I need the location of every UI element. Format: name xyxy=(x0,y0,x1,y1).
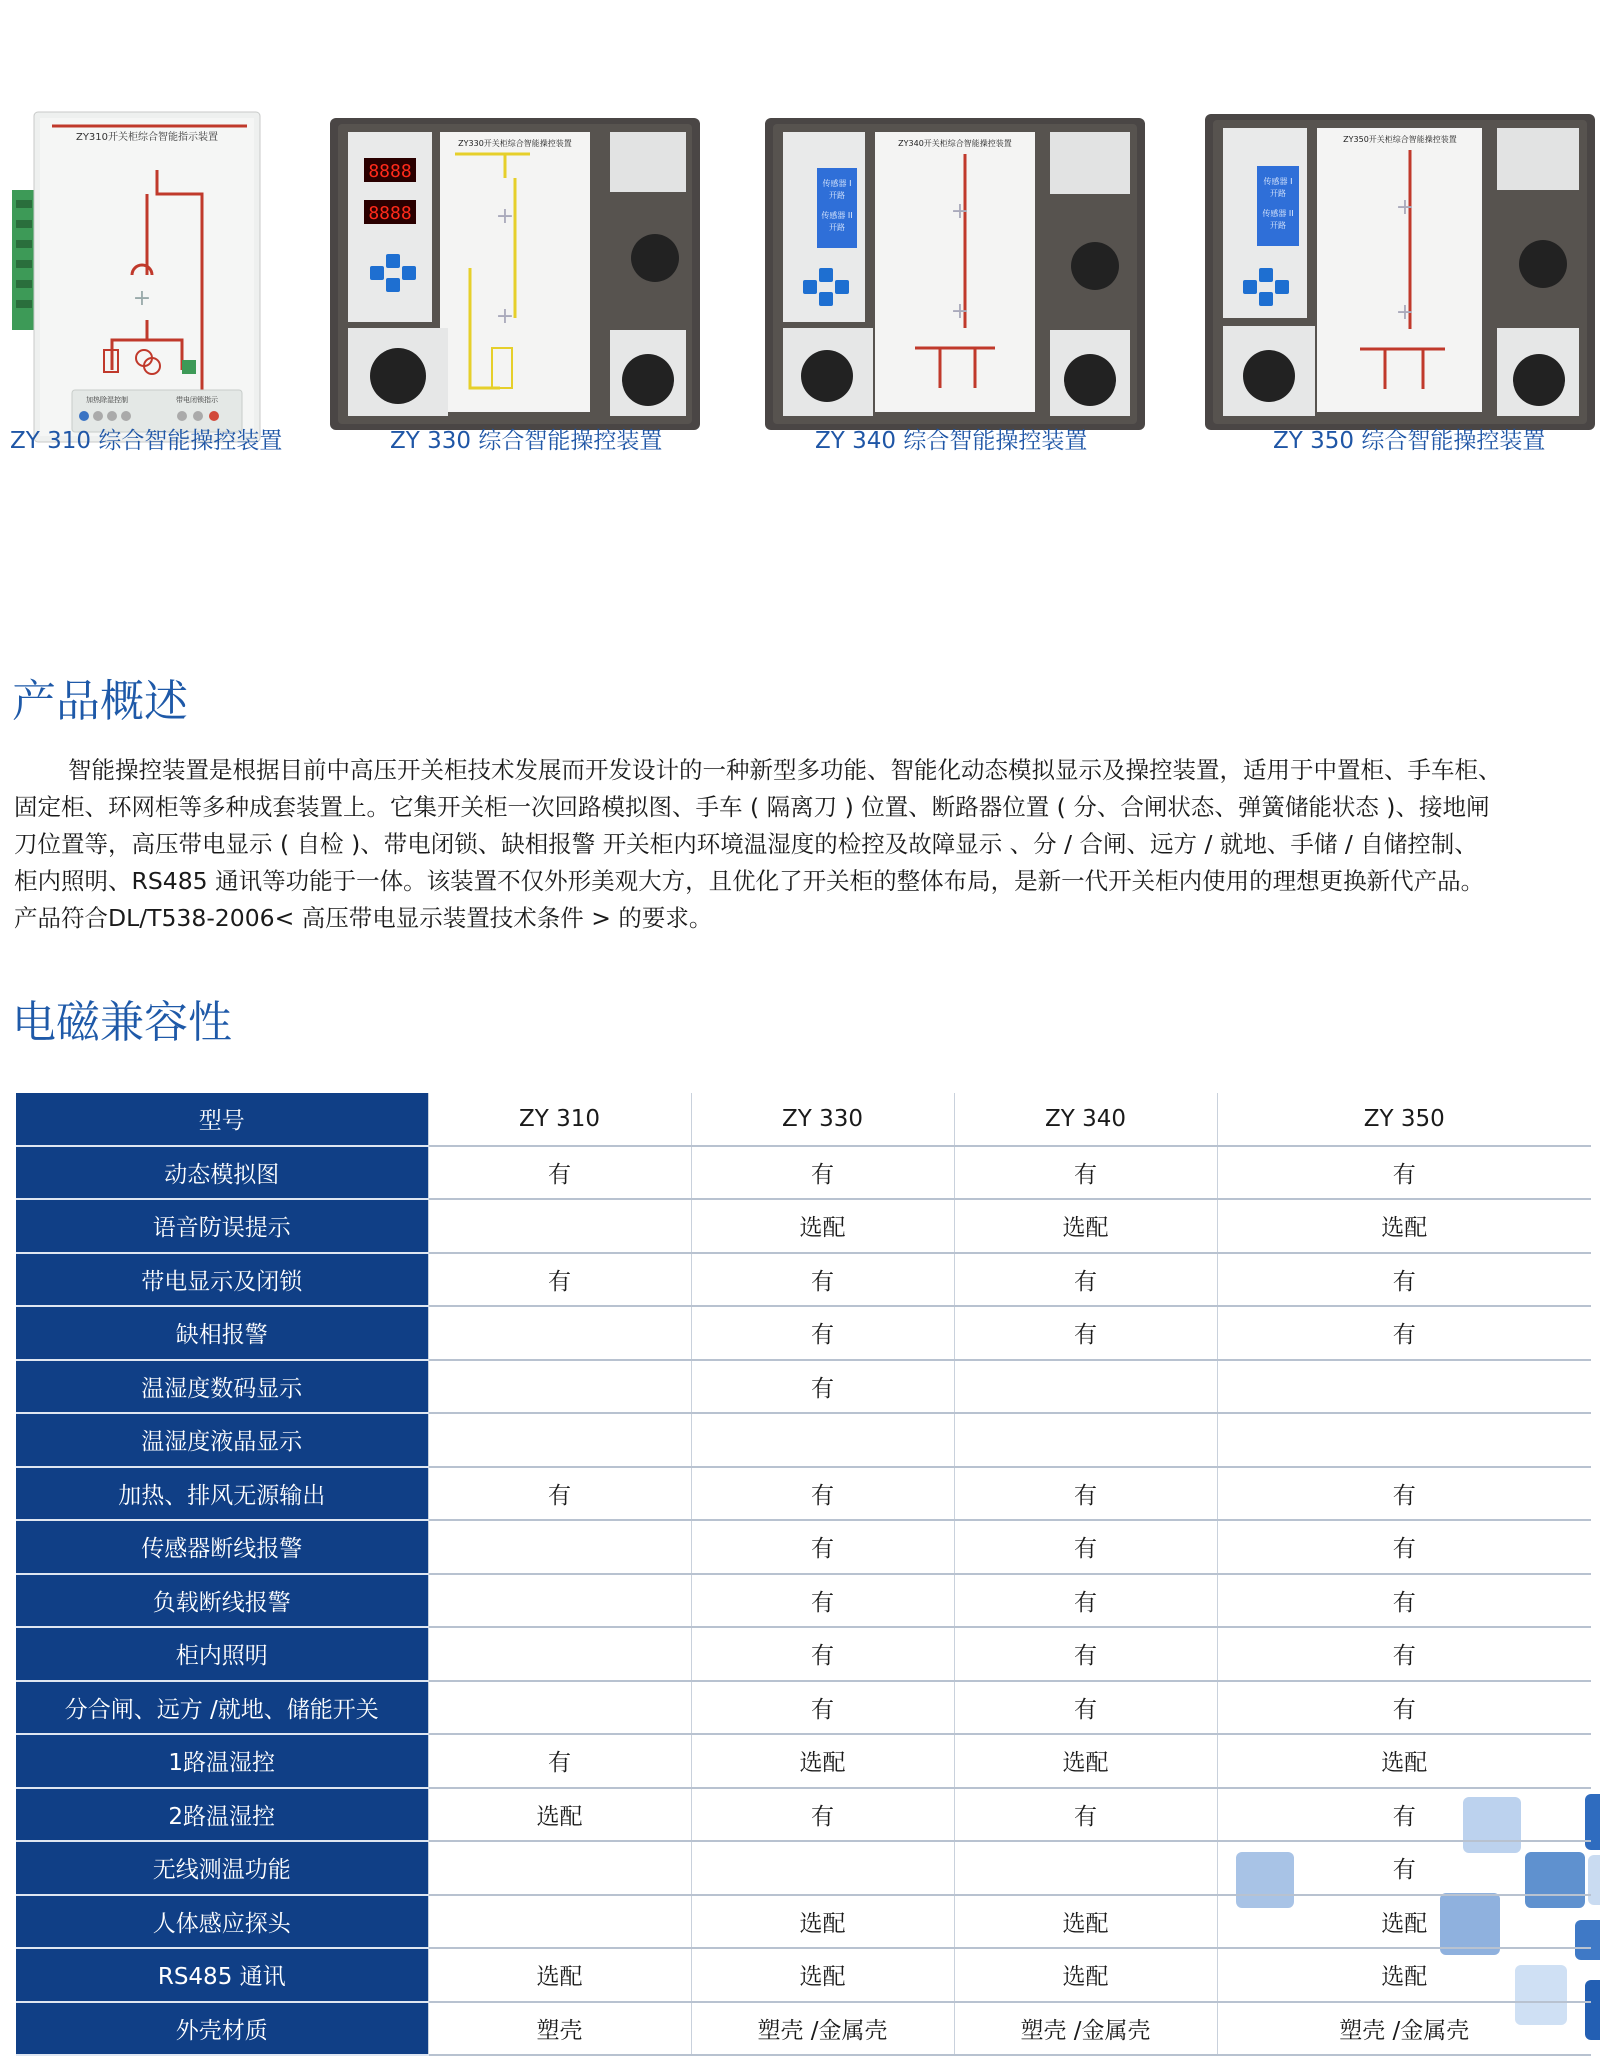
row-value: 选配 xyxy=(1217,1199,1591,1253)
row-label: 1路温湿控 xyxy=(16,1734,428,1788)
row-value: 有 xyxy=(1217,1627,1591,1681)
row-value: 有 xyxy=(1217,1520,1591,1574)
row-value xyxy=(428,1681,691,1735)
row-value: 有 xyxy=(954,1467,1217,1521)
row-value: 选配 xyxy=(428,1788,691,1842)
zy350-lcd-line-1: 传感器 I xyxy=(1263,177,1293,186)
row-value: 有 xyxy=(954,1788,1217,1842)
zy350-device-image xyxy=(1205,114,1595,436)
table-row xyxy=(16,1948,1591,2002)
row-value xyxy=(691,1841,954,1895)
row-value: 有 xyxy=(428,1734,691,1788)
zy340-caption: ZY 340 综合智能操控装置 xyxy=(815,428,1088,454)
zy340-lcd-line-3: 传感器 II xyxy=(821,211,853,220)
svg-text:+: + xyxy=(950,199,970,224)
row-value: 有 xyxy=(691,1520,954,1574)
row-value: 有 xyxy=(691,1788,954,1842)
row-value: 有 xyxy=(691,1467,954,1521)
row-value: 有 xyxy=(691,1627,954,1681)
zy330-panel-title: ZY330开关柜综合智能操控装置 xyxy=(458,139,572,148)
row-value xyxy=(428,1627,691,1681)
row-value: 有 xyxy=(428,1253,691,1307)
row-value xyxy=(691,1413,954,1467)
column-header: ZY 310 xyxy=(428,1093,691,1146)
row-label: 缺相报警 xyxy=(16,1306,428,1360)
row-label: 分合闸、远方 /就地、储能开关 xyxy=(16,1681,428,1735)
row-value: 有 xyxy=(954,1520,1217,1574)
table-row xyxy=(16,1841,1591,1895)
row-label: 柜内照明 xyxy=(16,1627,428,1681)
row-value: 选配 xyxy=(954,1948,1217,2002)
row-value: 选配 xyxy=(954,1895,1217,1949)
row-value xyxy=(428,1413,691,1467)
overview-line: 智能操控装置是根据目前中高压开关柜技术发展而开发设计的一种新型多功能、智能化动态模拟显示及操控装置，适用于中置柜、手车柜、 xyxy=(68,756,1502,784)
table-row xyxy=(16,1681,1591,1735)
zy310-caption: ZY 310 综合智能操控装置 xyxy=(10,428,283,454)
zy350-caption: ZY 350 综合智能操控装置 xyxy=(1273,428,1546,454)
row-value: 有 xyxy=(1217,1574,1591,1628)
row-value: 有 xyxy=(428,1467,691,1521)
row-value: 有 xyxy=(1217,1788,1591,1842)
zy330-device-image xyxy=(330,118,700,436)
column-header: ZY 330 xyxy=(691,1093,954,1146)
column-header: ZY 340 xyxy=(954,1093,1217,1146)
svg-text:+: + xyxy=(132,286,152,311)
zy340-panel-title: ZY340开关柜综合智能操控装置 xyxy=(898,139,1012,148)
row-label: 人体感应探头 xyxy=(16,1895,428,1949)
svg-text:+: + xyxy=(495,204,515,229)
overview-line: 产品符合DL/T538-2006< 高压带电显示装置技术条件 > 的要求。 xyxy=(14,904,713,932)
header-label: 型号 xyxy=(16,1093,428,1146)
zy310-indicator-label-1: 加热除湿控制 xyxy=(86,396,128,404)
row-value: 有 xyxy=(1217,1467,1591,1521)
zy330-readout-1: 8888 xyxy=(368,161,412,182)
table-row xyxy=(16,1360,1591,1414)
zy330-readout-2: 8888 xyxy=(368,203,412,224)
table-row xyxy=(16,1413,1591,1467)
table-row xyxy=(16,1199,1591,1253)
row-value: 有 xyxy=(954,1253,1217,1307)
svg-text:+: + xyxy=(950,299,970,324)
zy340-device-image xyxy=(765,118,1145,436)
zy350-panel-title: ZY350开关柜综合智能操控装置 xyxy=(1343,135,1457,144)
row-label: 温湿度数码显示 xyxy=(16,1360,428,1414)
row-value: 有 xyxy=(691,1574,954,1628)
row-value: 选配 xyxy=(954,1734,1217,1788)
zy350-lcd-line-2: 开路 xyxy=(1270,189,1286,198)
row-value xyxy=(954,1360,1217,1414)
overview-text xyxy=(14,752,1592,937)
row-label: 无线测温功能 xyxy=(16,1841,428,1895)
row-value xyxy=(428,1574,691,1628)
row-value xyxy=(954,1841,1217,1895)
row-label: 加热、排风无源输出 xyxy=(16,1467,428,1521)
column-header: ZY 350 xyxy=(1217,1093,1591,1146)
row-value xyxy=(428,1306,691,1360)
table-row xyxy=(16,1627,1591,1681)
table-row xyxy=(16,2002,1591,2056)
svg-text:+: + xyxy=(1395,195,1415,220)
row-value: 有 xyxy=(1217,1681,1591,1735)
row-value: 选配 xyxy=(1217,1895,1591,1949)
zy310-indicator-label-2: 带电闭锁指示 xyxy=(176,396,218,404)
svg-text:+: + xyxy=(495,304,515,329)
row-value xyxy=(428,1895,691,1949)
table-row xyxy=(16,1574,1591,1628)
row-value: 有 xyxy=(1217,1253,1591,1307)
row-value: 塑壳 /金属壳 xyxy=(954,2002,1217,2056)
row-label: 语音防误提示 xyxy=(16,1199,428,1253)
row-value xyxy=(428,1841,691,1895)
row-value: 有 xyxy=(954,1306,1217,1360)
table-row xyxy=(16,1788,1591,1842)
zy310-panel-title: ZY310开关柜综合智能指示装置 xyxy=(75,132,219,143)
row-value: 有 xyxy=(1217,1306,1591,1360)
overview-line: 柜内照明、RS485 通讯等功能于一体。该装置不仅外形美观大方，且优化了开关柜的整体布局，是新一代开关柜内使用的理想更换新代产品。 xyxy=(14,867,1485,895)
row-value xyxy=(428,1199,691,1253)
table-row xyxy=(16,1306,1591,1360)
zy350-lcd-line-4: 开路 xyxy=(1270,221,1286,230)
overview-line: 固定柜、环网柜等多种成套装置上。它集开关柜一次回路模拟图、手车 ( 隔离刀 ) 位置、断路器位置 ( 分、合闸状态、弹簧储能状态 )、接地闸 xyxy=(14,793,1490,821)
row-value: 有 xyxy=(954,1681,1217,1735)
table-row xyxy=(16,1895,1591,1949)
row-value: 选配 xyxy=(691,1734,954,1788)
row-value: 有 xyxy=(691,1306,954,1360)
row-value: 选配 xyxy=(691,1895,954,1949)
row-value: 有 xyxy=(954,1146,1217,1200)
row-label: 外壳材质 xyxy=(16,2002,428,2056)
overview-line: 刀位置等，高压带电显示 ( 自检 )、带电闭锁、缺相报警 开关柜内环境温湿度的检控及故障显示 、分 / 合闸、远方 / 就地、手储 / 自储控制、 xyxy=(14,830,1478,858)
row-value: 选配 xyxy=(428,1948,691,2002)
row-value xyxy=(428,1520,691,1574)
table-row xyxy=(16,1253,1591,1307)
row-value: 选配 xyxy=(1217,1734,1591,1788)
table-row xyxy=(16,1734,1591,1788)
row-value: 有 xyxy=(1217,1841,1591,1895)
row-label: 2路温湿控 xyxy=(16,1788,428,1842)
row-value: 塑壳 xyxy=(428,2002,691,2056)
row-value: 塑壳 /金属壳 xyxy=(1217,2002,1591,2056)
row-label: 动态模拟图 xyxy=(16,1146,428,1200)
row-value: 有 xyxy=(428,1146,691,1200)
row-label: 传感器断线报警 xyxy=(16,1520,428,1574)
row-value: 有 xyxy=(691,1681,954,1735)
zy340-lcd-line-4: 开路 xyxy=(829,223,845,232)
overview-heading: 产品概述 xyxy=(12,676,188,727)
table-row xyxy=(16,1146,1591,1200)
table-row xyxy=(16,1467,1591,1521)
zy330-caption: ZY 330 综合智能操控装置 xyxy=(390,428,663,454)
row-value: 选配 xyxy=(691,1199,954,1253)
row-value xyxy=(1217,1360,1591,1414)
zy340-lcd-line-2: 开路 xyxy=(829,191,845,200)
emc-heading: 电磁兼容性 xyxy=(12,997,232,1048)
zy310-device-image xyxy=(12,110,264,450)
row-value: 选配 xyxy=(954,1199,1217,1253)
product-gallery xyxy=(0,100,1600,460)
row-value: 有 xyxy=(691,1253,954,1307)
row-value: 选配 xyxy=(691,1948,954,2002)
table-row xyxy=(16,1520,1591,1574)
zy340-lcd-line-1: 传感器 I xyxy=(822,179,852,188)
row-value: 有 xyxy=(954,1574,1217,1628)
row-value xyxy=(954,1413,1217,1467)
row-value: 有 xyxy=(954,1627,1217,1681)
row-value: 有 xyxy=(1217,1146,1591,1200)
row-value xyxy=(1217,1413,1591,1467)
row-value: 塑壳 /金属壳 xyxy=(691,2002,954,2056)
zy350-lcd-line-3: 传感器 II xyxy=(1262,209,1294,218)
table-header-row xyxy=(16,1093,1591,1146)
row-label: RS485 通讯 xyxy=(16,1948,428,2002)
row-label: 负载断线报警 xyxy=(16,1574,428,1628)
row-label: 带电显示及闭锁 xyxy=(16,1253,428,1307)
row-value xyxy=(428,1360,691,1414)
row-value: 有 xyxy=(691,1360,954,1414)
row-value: 选配 xyxy=(1217,1948,1591,2002)
row-value: 有 xyxy=(691,1146,954,1200)
row-label: 温湿度液晶显示 xyxy=(16,1413,428,1467)
svg-text:+: + xyxy=(1395,300,1415,325)
emc-table xyxy=(16,1093,1591,2056)
